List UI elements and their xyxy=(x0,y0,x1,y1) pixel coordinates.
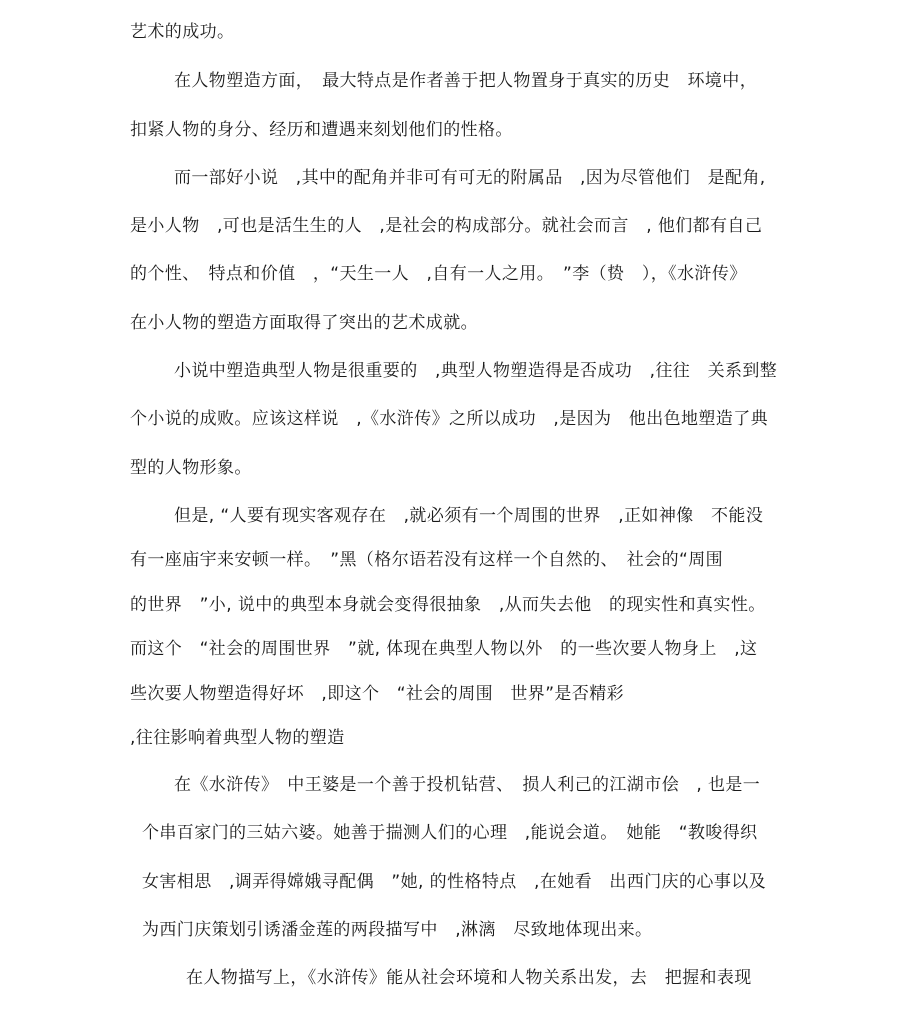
text-line: 但是, “人要有现实客观存在 ,就必须有一个周围的世界 ,正如神像 不能没 xyxy=(174,506,764,526)
text-line: 的世界 ”小, 说中的典型本身就会变得很抽象 ,从而失去他 的现实性和真实性。 xyxy=(130,595,766,615)
text-line: 在人物描写上，《水浒传》能从社会环境和人物关系出发，去 把握和表现 xyxy=(186,968,752,988)
text-line: 些次要人物塑造得好坏 ,即这个 “社会的周围 世界”是否精彩 xyxy=(130,684,625,704)
text-line: 的个性、 特点和价值 ，“天生一人 ,自有一人之用。 ”李（贽 ），《水浒传》 xyxy=(130,264,747,284)
text-line: 小说中塑造典型人物是很重要的 ,典型人物塑造得是否成功 ,往往 关系到整 xyxy=(174,361,778,381)
text-line: 在人物塑造方面， 最大特点是作者善于把人物置身于真实的历史 环境中， xyxy=(174,71,758,91)
text-line: 在小人物的塑造方面取得了突出的艺术成就。 xyxy=(130,313,478,333)
text-line: 而这个 “社会的周围世界 ”就, 体现在典型人物以外 的一些次要人物身上 ,这 xyxy=(130,639,758,659)
text-line: 有一座庙宇来安顿一样。 ”黑（格尔语若没有这样一个自然的、 社会的“周围 xyxy=(130,550,724,570)
text-line: 扣紧人物的身分、经历和遭遇来刻划他们的性格。 xyxy=(130,120,513,140)
text-line: 个串百家门的三姑六婆。她善于揣测人们的心理 ,能说会道。 她能 “教唆得织 xyxy=(142,823,758,843)
text-line: 型的人物形象。 xyxy=(130,458,252,478)
text-line: 艺术的成功。 xyxy=(130,22,235,42)
text-line: 而一部好小说 ,其中的配角并非可有可无的附属品 ,因为尽管他们 是配角, xyxy=(174,168,766,188)
text-line: 在《水浒传》 中王婆是一个善于投机钻营、 损人利己的江湖市侩 , 也是一 xyxy=(174,775,761,795)
text-line: 个小说的成败。应该这样说 ,《水浒传》之所以成功 ,是因为 他出色地塑造了典 xyxy=(130,409,769,429)
text-line: 为西门庆策划引诱潘金莲的两段描写中 ,淋漓 尽致地体现出来。 xyxy=(142,920,653,940)
text-line: ,往往影响着典型人物的塑造 xyxy=(130,728,345,748)
text-line: 是小人物 ,可也是活生生的人 ,是社会的构成部分。就社会而言 , 他们都有自己 xyxy=(130,216,763,236)
text-line: 女害相思 ,调弄得嫦娥寻配偶 ”她, 的性格特点 ,在她看 出西门庆的心事以及 xyxy=(142,872,767,892)
